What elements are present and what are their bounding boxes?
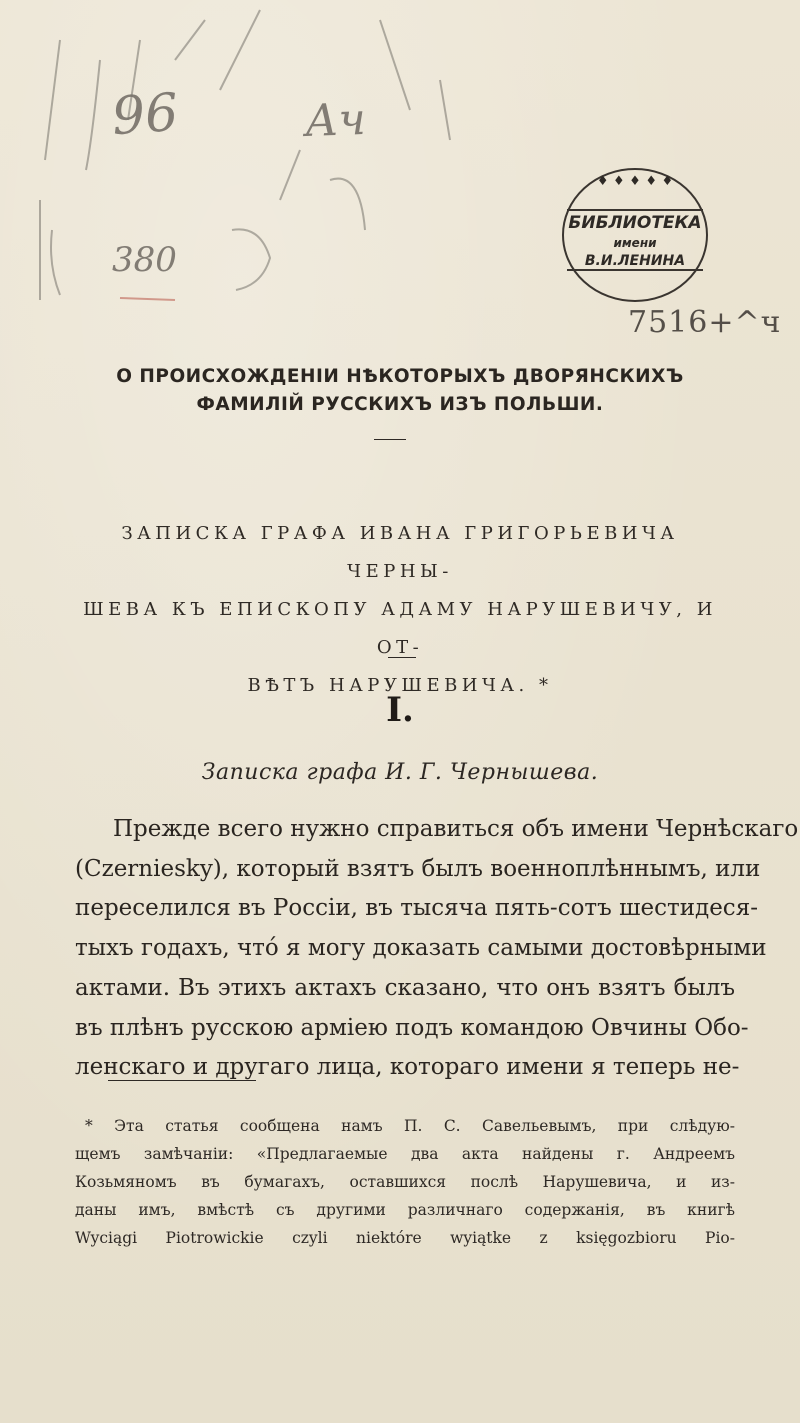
footnote-line: Козьмяномъ въ бумагахъ, оставшихся послѣ Нарушевича, и из-	[75, 1173, 735, 1191]
shelf-mark: 7516+^ч	[628, 305, 782, 340]
footnote-line: Wyciągi Piotrowickie czyli niektóre wyiątke z księgozbioru Pio-	[75, 1229, 735, 1247]
handwritten-mark: 380	[112, 240, 177, 280]
footnote-line: даны имъ, вмѣстѣ съ другими различнаго содержанія, въ книгѣ	[75, 1201, 735, 1219]
library-stamp	[555, 150, 715, 320]
subtitle-line-1: ЗАПИСКА ГРАФА ИВАНА ГРИГОРЬЕВИЧА ЧЕРНЫ-	[121, 523, 679, 582]
article-subtitle	[70, 515, 730, 705]
body-line: ленскаго и другаго лица, котораго имени я теперь не-	[75, 1054, 740, 1081]
section-heading: Записка графа И. Г. Чернышева.	[201, 760, 599, 785]
stamp-line-2: имени	[613, 236, 657, 250]
footnote	[75, 1112, 735, 1252]
footnote-line: * Эта статья сообщена намъ П. С. Савельевымъ, при слѣдую-	[85, 1117, 735, 1135]
short-divider	[388, 657, 416, 658]
subtitle-line-2: ШЕВА КЪ ЕПИСКОПУ АДАМУ НАРУШЕВИЧУ, И ОТ-	[83, 599, 717, 658]
body-line: актами. Въ этихъ актахъ сказано, что онъ взятъ былъ	[75, 974, 735, 1001]
body-paragraph	[75, 810, 799, 1088]
stamp-line-3: В.И.ЛЕНИНА	[584, 253, 686, 269]
body-line: переселился въ Россіи, въ тысяча пять-сотъ шестидеся-	[75, 895, 758, 922]
short-divider	[374, 439, 406, 440]
body-line: въ плѣнъ русскою арміею подъ командою Овчины Обо-	[75, 1014, 749, 1041]
stamp-line-1: БИБЛИОТЕКА	[568, 213, 702, 233]
body-line: (Czerniesky), который взятъ былъ военноплѣннымъ, или	[75, 855, 761, 882]
svg-text:♦ ♦ ♦ ♦ ♦: ♦ ♦ ♦ ♦ ♦	[596, 174, 674, 189]
footnote-line: щемъ замѣчаніи: «Предлагаемые два акта найдены г. Андреемъ	[75, 1145, 735, 1163]
footnote-separator	[108, 1080, 256, 1081]
subtitle-line-3: ВѢТЪ НАРУШЕВИЧА. *	[247, 675, 553, 696]
title-line-2: ФАМИЛІЙ РУССКИХЪ ИЗЪ ПОЛЬШИ.	[196, 394, 604, 415]
body-line: Прежде всего нужно справиться объ имени Чернѣскаго	[113, 816, 799, 842]
section-number: I.	[386, 690, 414, 730]
title-line-1: О ПРОИСХОЖДЕНІИ НѢКОТОРЫХЪ ДВОРЯНСКИХЪ	[116, 366, 684, 387]
body-line: тыхъ годахъ, что́ я могу доказать самыми достовѣрными	[75, 935, 767, 962]
handwritten-mark: Ач	[304, 93, 367, 148]
handwritten-mark: 96	[109, 82, 181, 148]
article-title	[0, 363, 800, 419]
